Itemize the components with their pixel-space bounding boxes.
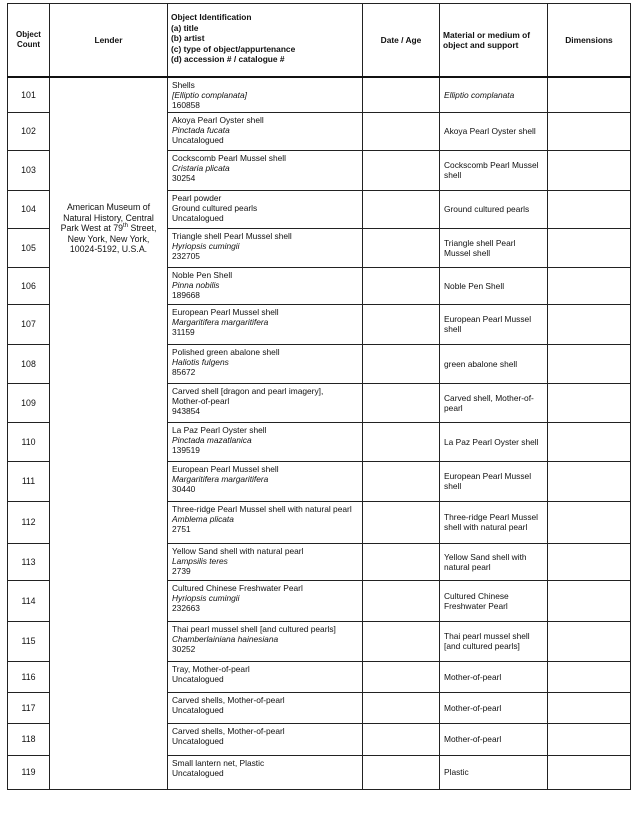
date-age-cell	[363, 580, 440, 621]
material-cell: Carved shell, Mother-of-pearl	[440, 383, 548, 422]
object-title: Cockscomb Pearl Mussel shell	[172, 152, 287, 163]
header-ident-c: (c) type of object/appurtenance	[171, 43, 296, 54]
date-age-cell	[363, 77, 440, 112]
lender-name-line1: American Museum of Natural History, Central Park West at 79	[60, 202, 154, 233]
object-count-cell: 104	[8, 190, 50, 228]
object-count-cell: 112	[8, 501, 50, 543]
material-cell: Ground cultured pearls	[440, 190, 548, 228]
object-scientific-name: Hyriopsis cumingii	[172, 592, 240, 603]
object-identification-cell	[168, 228, 363, 267]
material-cell: Yellow Sand shell with natural pearl	[440, 543, 548, 580]
object-title: Triangle shell Pearl Mussel shell	[172, 230, 292, 241]
material-cell: Three-ridge Pearl Mussel shell with natural pearl	[440, 501, 548, 543]
object-count-cell: 117	[8, 692, 50, 723]
header-row	[8, 4, 631, 78]
dimensions-cell	[548, 580, 631, 621]
dimensions-cell	[548, 228, 631, 267]
object-scientific-name: [Elliptio complanata]	[172, 90, 247, 100]
material-cell: Thai pearl mussel shell [and cultured pearls]	[440, 621, 548, 661]
object-scientific-name: Pinctada mazatlanica	[172, 434, 252, 445]
material-cell: Cockscomb Pearl Mussel shell	[440, 150, 548, 190]
lender-ordinal-suffix: th	[123, 223, 129, 230]
date-age-cell	[363, 461, 440, 501]
object-catalogue-number: Uncatalogued	[172, 704, 224, 715]
header-ident-b: (b) artist	[171, 33, 205, 43]
lender-name-line2: Street, New York, New York, 10024-5192, U.S.A.	[67, 223, 157, 254]
object-title: Tray, Mother-of-pearl	[172, 663, 250, 674]
material-cell: Cultured Chinese Freshwater Pearl	[440, 580, 548, 621]
object-scientific-name: Hyriopsis cumingii	[172, 240, 240, 251]
header-material: Material or medium of object and support	[440, 4, 548, 78]
object-scientific-name: Cristaria plicata	[172, 162, 230, 173]
dimensions-cell	[548, 755, 631, 789]
object-count-cell: 114	[8, 580, 50, 621]
object-catalogue-number: 943854	[172, 405, 200, 416]
object-title: Small lantern net, Plastic	[172, 757, 265, 768]
date-age-cell	[363, 112, 440, 150]
object-identification-cell	[168, 580, 363, 621]
object-identification-cell	[168, 692, 363, 723]
dimensions-cell	[548, 190, 631, 228]
material-cell: green abalone shell	[440, 344, 548, 383]
table-row	[8, 77, 631, 112]
object-identification-cell	[168, 621, 363, 661]
object-catalogue-number: Uncatalogued	[172, 735, 224, 746]
object-scientific-name: Amblema plicata	[172, 513, 234, 524]
object-identification-cell	[168, 755, 363, 789]
material-cell: European Pearl Mussel shell	[440, 304, 548, 344]
dimensions-cell	[548, 692, 631, 723]
header-lender: Lender	[50, 4, 168, 78]
lender-cell	[50, 77, 168, 789]
object-identification-cell	[168, 267, 363, 304]
object-identification-cell	[168, 112, 363, 150]
dimensions-cell	[548, 422, 631, 461]
object-identification-cell	[168, 344, 363, 383]
object-title: Carved shells, Mother-of-pearl	[172, 694, 285, 705]
object-count-cell: 109	[8, 383, 50, 422]
object-title: Shells	[172, 80, 195, 90]
date-age-cell	[363, 228, 440, 267]
dimensions-cell	[548, 383, 631, 422]
object-identification-cell	[168, 661, 363, 692]
object-identification-cell	[168, 304, 363, 344]
object-title: European Pearl Mussel shell	[172, 306, 279, 317]
object-catalogue-number: 232705	[172, 250, 200, 261]
object-catalogue-number: 85672	[172, 366, 196, 377]
object-count-cell: 113	[8, 543, 50, 580]
object-title: La Paz Pearl Oyster shell	[172, 424, 267, 435]
date-age-cell	[363, 661, 440, 692]
date-age-cell	[363, 267, 440, 304]
dimensions-cell	[548, 461, 631, 501]
date-age-cell	[363, 304, 440, 344]
object-scientific-name: Margaritifera margaritifera	[172, 316, 269, 327]
dimensions-cell	[548, 621, 631, 661]
material-cell: La Paz Pearl Oyster shell	[440, 422, 548, 461]
header-date-age: Date / Age	[363, 4, 440, 78]
material-cell: Mother-of-pearl	[440, 723, 548, 755]
table-body	[8, 77, 631, 789]
object-identification-cell	[168, 190, 363, 228]
object-identification-cell	[168, 723, 363, 755]
material-cell: Plastic	[440, 755, 548, 789]
material-cell: Noble Pen Shell	[440, 267, 548, 304]
object-title: Polished green abalone shell	[172, 346, 280, 357]
object-subtitle: Ground cultured pearls	[172, 202, 258, 213]
header-dimensions: Dimensions	[548, 4, 631, 78]
object-count-cell: 102	[8, 112, 50, 150]
object-scientific-name: Lampsilis teres	[172, 555, 228, 566]
date-age-cell	[363, 422, 440, 461]
loan-object-list	[7, 3, 630, 790]
object-count-cell: 115	[8, 621, 50, 661]
object-count-cell: 119	[8, 755, 50, 789]
object-catalogue-number: 2739	[172, 565, 191, 576]
object-catalogue-number: 31159	[172, 326, 195, 337]
object-catalogue-number: 139519	[172, 444, 200, 455]
object-identification-cell	[168, 77, 363, 112]
dimensions-cell	[548, 501, 631, 543]
object-scientific-name: Margaritifera margaritifera	[172, 473, 269, 484]
object-count-cell: 103	[8, 150, 50, 190]
object-catalogue-number: 30254	[172, 172, 196, 183]
object-scientific-name: Haliotis fulgens	[172, 356, 229, 367]
date-age-cell	[363, 692, 440, 723]
date-age-cell	[363, 755, 440, 789]
object-title: Thai pearl mussel shell [and cultured pearls]	[172, 623, 336, 634]
date-age-cell	[363, 621, 440, 661]
date-age-cell	[363, 543, 440, 580]
dimensions-cell	[548, 661, 631, 692]
object-catalogue-number: 30252	[172, 643, 196, 654]
material-cell: Elliptio complanata	[440, 77, 548, 112]
date-age-cell	[363, 501, 440, 543]
object-title: Akoya Pearl Oyster shell	[172, 114, 264, 125]
object-identification-cell	[168, 422, 363, 461]
object-title: Three-ridge Pearl Mussel shell with natural pearl	[172, 503, 352, 514]
object-catalogue-number: 30440	[172, 483, 196, 494]
object-count-cell: 101	[8, 77, 50, 112]
date-age-cell	[363, 723, 440, 755]
material-cell: Mother-of-pearl	[440, 661, 548, 692]
material-cell: Akoya Pearl Oyster shell	[440, 112, 548, 150]
object-catalogue-number: Uncatalogued	[172, 767, 224, 778]
object-identification-cell	[168, 501, 363, 543]
dimensions-cell	[548, 543, 631, 580]
object-count-cell: 110	[8, 422, 50, 461]
object-scientific-name: Pinna nobilis	[172, 279, 220, 290]
date-age-cell	[363, 344, 440, 383]
object-table	[7, 3, 631, 790]
object-count-cell: 106	[8, 267, 50, 304]
object-title: European Pearl Mussel shell	[172, 463, 279, 474]
dimensions-cell	[548, 723, 631, 755]
object-catalogue-number: 189668	[172, 289, 200, 300]
object-count-cell: 108	[8, 344, 50, 383]
object-catalogue-number: 232663	[172, 602, 200, 613]
header-object-identification	[168, 4, 363, 78]
object-catalogue-number: 160858	[172, 100, 200, 110]
object-title: Pearl powder	[172, 192, 222, 203]
date-age-cell	[363, 150, 440, 190]
header-ident-a: (a) title	[171, 22, 199, 33]
dimensions-cell	[548, 112, 631, 150]
object-identification-cell	[168, 461, 363, 501]
dimensions-cell	[548, 344, 631, 383]
dimensions-cell	[548, 77, 631, 112]
object-title: Cultured Chinese Freshwater Pearl	[172, 582, 303, 593]
object-scientific-name: Chamberlainiana hainesiana	[172, 633, 279, 644]
dimensions-cell	[548, 150, 631, 190]
object-catalogue-number: Uncatalogued	[172, 134, 224, 145]
object-catalogue-number: Uncatalogued	[172, 212, 224, 223]
header-ident-title: Object Identification	[171, 12, 252, 22]
object-count-cell: 111	[8, 461, 50, 501]
object-count-cell: 107	[8, 304, 50, 344]
dimensions-cell	[548, 267, 631, 304]
dimensions-cell	[548, 304, 631, 344]
object-scientific-name: Pinctada fucata	[172, 124, 230, 135]
object-count-cell: 118	[8, 723, 50, 755]
object-catalogue-number: Uncatalogued	[172, 673, 224, 684]
material-cell: European Pearl Mussel shell	[440, 461, 548, 501]
date-age-cell	[363, 383, 440, 422]
object-count-cell: 116	[8, 661, 50, 692]
header-object-count: Object Count	[8, 4, 50, 78]
object-title: Carved shells, Mother-of-pearl	[172, 725, 285, 736]
material-cell: Triangle shell Pearl Mussel shell	[440, 228, 548, 267]
object-title: Carved shell [dragon and pearl imagery],	[172, 385, 324, 396]
object-identification-cell	[168, 543, 363, 580]
object-count-cell: 105	[8, 228, 50, 267]
object-catalogue-number: 2751	[172, 523, 191, 534]
date-age-cell	[363, 190, 440, 228]
object-title: Noble Pen Shell	[172, 269, 233, 280]
object-identification-cell	[168, 150, 363, 190]
object-identification-cell	[168, 383, 363, 422]
header-ident-d: (d) accession # / catalogue #	[171, 54, 285, 64]
material-cell: Mother-of-pearl	[440, 692, 548, 723]
object-subtitle: Mother-of-pearl	[172, 395, 230, 406]
object-title: Yellow Sand shell with natural pearl	[172, 545, 304, 556]
